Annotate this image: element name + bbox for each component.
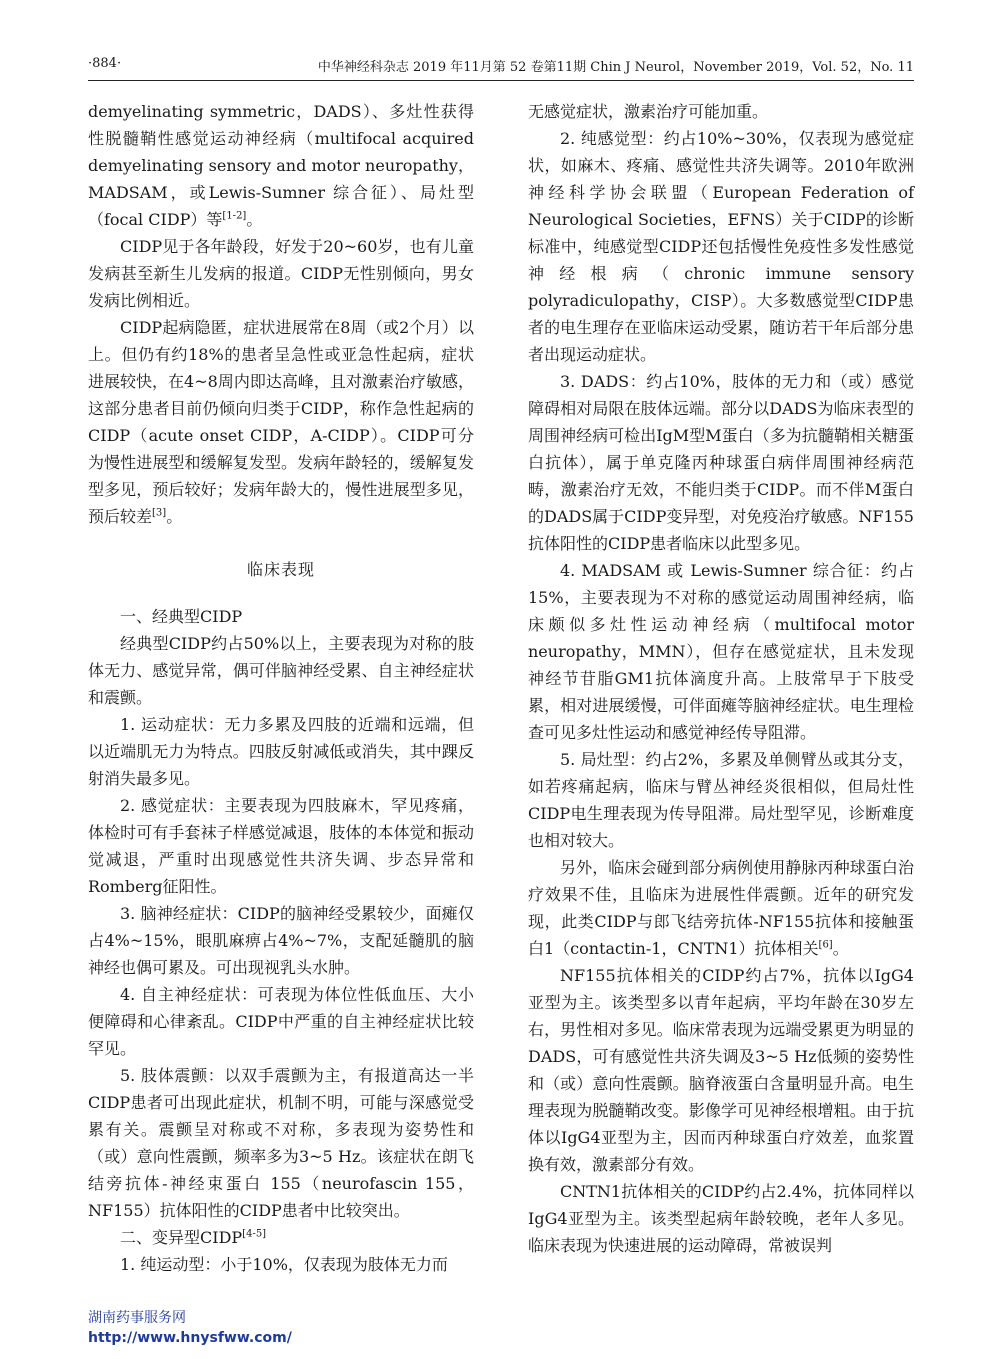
left-column [88, 98, 474, 1278]
running-header [88, 56, 914, 78]
paragraph: CIDP见于各年龄段，好发于20~60岁，也有儿童发病甚至新生儿发病的报道。CIDP无性别倾向，男女发病比例相近。 [88, 237, 474, 310]
citation-ref[interactable]: [4-5] [242, 1228, 267, 1240]
page-number: ·884· [88, 56, 122, 71]
site-url-link[interactable]: http://www.hnysfww.com/ [88, 1330, 292, 1346]
paragraph: 5. 肢体震颤：以双手震颤为主，有报道高达一半CIDP患者可出现此症状，机制不明，可能与深感觉受累有关。震颤呈对称或不对称，多表现为姿势性和（或）意向性震颤，频率多为3~5 Hz。该症状在朗飞结旁抗体-神经束蛋白 155（neurofascin 155，NF155）抗体阳性的CIDP患者中比较突出。 [88, 1066, 474, 1220]
paragraph: 1. 运动症状：无力多累及四肢的近端和远端，但以近端肌无力为特点。四肢反射减低或消失，其中踝反射消失最多见。 [88, 715, 474, 788]
paragraph: 2. 纯感觉型：约占10%~30%，仅表现为感觉症状，如麻木、疼痛、感觉性共济失调等。2010年欧洲神经科学协会联盟（European Federation of Neurological Societies，EFNS）关于CIDP的诊断标准中，纯感觉型CIDP还包括慢性免疫性多发性感觉神经根病（chronic immune sensory polyradiculopathy，CISP）。大多数感觉型CIDP患者的电生理存在亚临床运动受累，随访若干年后部分患者出现运动症状。 [528, 129, 914, 364]
section-heading: 临床表现 [246, 560, 315, 579]
header-rule [88, 80, 914, 81]
paragraph: NF155抗体相关的CIDP约占7%，抗体以IgG4亚型为主。该类型多以青年起病，平均年龄在30岁左右，男性相对多见。临床常表现为远端受累更为明显的DADS，可有感觉性共济失调及3~5 Hz低频的姿势性和（或）意向性震颤。脑脊液蛋白含量明显升高。电生理表现为脱髓鞘改变。影像学可见神经根增粗。由于抗体以IgG4亚型为主，因而丙种球蛋白疗效差，血浆置换有效，激素部分有效。 [528, 966, 914, 1174]
paragraph: 4. 自主神经症状：可表现为体位性低血压、大小便障碍和心律紊乱。CIDP中严重的自主神经症状比较罕见。 [88, 985, 474, 1058]
paragraph: demyelinating symmetric，DADS）、多灶性获得性脱髓鞘性感觉运动神经病（multifocal acquired demyelinating sensory and motor neuropathy，MADSAM，或Lewis-Sumner 综合征）、局灶型（focal CIDP）等[1-2]。 [88, 102, 474, 229]
citation-ref[interactable]: [6] [818, 939, 833, 951]
paragraph: 经典型CIDP约占50%以上，主要表现为对称的肢体无力、感觉异常，偶可伴脑神经受累、自主神经症状和震颤。 [88, 634, 474, 707]
citation-ref[interactable]: [1-2] [222, 210, 247, 222]
right-column [528, 98, 914, 1259]
paragraph: 2. 感觉症状：主要表现为四肢麻木，罕见疼痛，体检时可有手套袜子样感觉减退，肢体的本体觉和振动觉减退，严重时出现感觉性共济失调、步态异常和Romberg征阳性。 [88, 796, 474, 896]
paragraph: CIDP起病隐匿，症状进展常在8周（或2个月）以上。但仍有约18%的患者呈急性或亚急性起病，症状进展较快，在4~8周内即达高峰，且对激素治疗敏感，这部分患者目前仍倾向归类于CIDP，称作急性起病的 CIDP（acute onset CIDP，A-CIDP）。CIDP可分为慢性进展型和缓解复发型。发病年龄轻的，缓解复发型多见，预后较好；发病年龄大的，慢性进展型多见，预后较差[3]。 [88, 318, 474, 526]
paragraph: 3. DADS：约占10%，肢体的无力和（或）感觉障碍相对局限在肢体远端。部分以DADS为临床表型的周围神经病可检出IgM型M蛋白（多为抗髓鞘相关糖蛋白抗体），属于单克隆丙种球蛋白病伴周围神经病范畴，激素治疗无效，不能归类于CIDP。而不伴M蛋白的DADS属于CIDP变异型，对免疫治疗敏感。NF155抗体阳性的CIDP患者临床以此型多见。 [528, 372, 914, 553]
paragraph: 无感觉症状，激素治疗可能加重。 [528, 102, 769, 121]
paragraph: 4. MADSAM 或 Lewis-Sumner 综合征：约占15%，主要表现为不对称的感觉运动周围神经病，临床颇似多灶性运动神经病（multifocal motor neuropathy，MMN），但存在感觉症状，且未发现神经节苷脂GM1抗体滴度升高。上肢常早于下肢受累，相对进展缓慢，可伴面瘫等脑神经症状。电生理检查可见多灶性运动和感觉神经传导阻滞。 [528, 561, 914, 742]
watermark-footer [88, 1308, 292, 1348]
paragraph: 3. 脑神经症状：CIDP的脑神经受累较少，面瘫仅占4%~15%，眼肌麻痹占4%~7%，支配延髓肌的脑神经也偶可累及。可出现视乳头水肿。 [88, 904, 474, 977]
paragraph: 5. 局灶型：约占2%，多累及单侧臂丛或其分支，如若疼痛起病，临床与臂丛神经炎很相似，但局灶性CIDP电生理表现为传导阻滞。局灶型罕见，诊断难度也相对较大。 [528, 750, 914, 850]
subsection-heading: 二、变异型CIDP[4-5] [120, 1228, 267, 1247]
paragraph: 1. 纯运动型：小于10%，仅表现为肢体无力而 [120, 1255, 448, 1274]
site-name: 湖南药事服务网 [88, 1310, 186, 1326]
paragraph: 另外，临床会碰到部分病例使用静脉丙种球蛋白治疗效果不佳，且临床为进展性伴震颤。近年的研究发现，此类CIDP与郎飞结旁抗体-NF155抗体和接触蛋白1（contactin-1，CNTN1）抗体相关[6]。 [528, 858, 914, 958]
paragraph: CNTN1抗体相关的CIDP约占2.4%，抗体同样以IgG4亚型为主。该类型起病年龄较晚，老年人多见。临床表现为快速进展的运动障碍，常被误判 [528, 1182, 914, 1255]
citation-ref[interactable]: [3] [152, 507, 167, 519]
journal-citation: 中华神经科杂志 2019 年11月第 52 卷第11期 Chin J Neurol，November 2019，Vol. 52，No. 11 [317, 60, 914, 75]
subsection-heading: 一、经典型CIDP [120, 607, 243, 626]
